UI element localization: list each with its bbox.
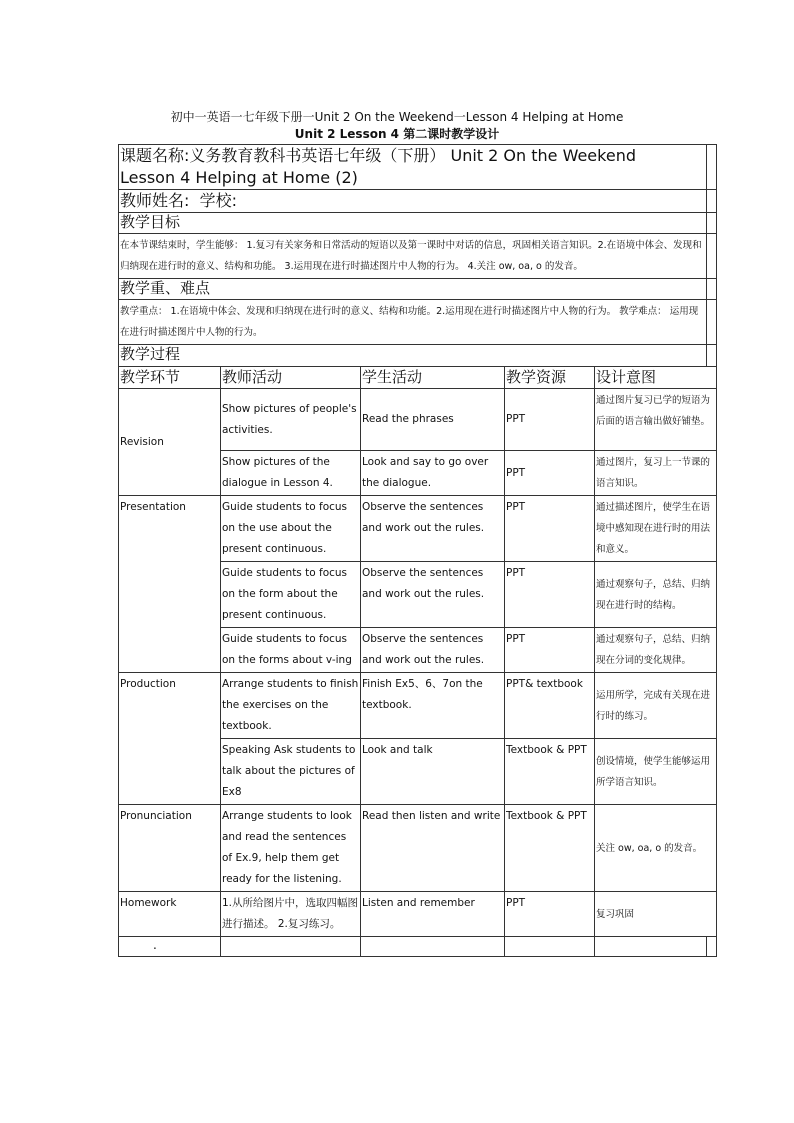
student-activity: Read the phrases — [361, 389, 505, 451]
design-intent: 通过图片复习已学的短语为后面的语言输出做好铺垫。 — [595, 389, 717, 451]
teaching-resource: Textbook & PPT — [505, 805, 595, 892]
spacer-cell — [707, 213, 717, 234]
teaching-resource: Textbook & PPT — [505, 739, 595, 805]
objectives-title: 教学目标 — [119, 213, 707, 234]
spacer-cell — [707, 145, 717, 190]
key-points-text: 教学重点： 1.在语境中体会、发现和归纳现在进行时的意义、结构和功能。2.运用现在进行时描述图片中人物的行为。 教学难点： 运用现在进行时描述图片中人物的行为。 — [119, 300, 707, 345]
empty-cell — [221, 937, 361, 957]
spacer-cell — [707, 279, 717, 300]
spacer-cell — [707, 300, 717, 345]
teacher-activity: Show pictures of people's activities. — [221, 389, 361, 451]
empty-cell — [505, 937, 595, 957]
teaching-resource: PPT — [505, 892, 595, 937]
course-title-label: 课题名称: — [120, 146, 190, 165]
school-label: 学校: — [199, 191, 237, 210]
empty-cell — [361, 937, 505, 957]
teacher-cell — [119, 190, 707, 213]
student-activity: Read then listen and write — [361, 805, 505, 892]
teacher-activity: Guide students to focus on the form about the present continuous. — [221, 562, 361, 628]
teacher-activity: Arrange students to finish the exercises on the textbook. — [221, 673, 361, 739]
design-intent: 运用所学，完成有关现在进行时的练习。 — [595, 673, 717, 739]
design-intent: 通过观察句子，总结、归纳现在分词的变化规律。 — [595, 628, 717, 673]
teacher-activity: 1.从所给图片中，选取四幅图进行描述。 2.复习练习。 — [221, 892, 361, 937]
teaching-resource: PPT — [505, 562, 595, 628]
student-activity: Look and say to go over the dialogue. — [361, 451, 505, 496]
course-title-value-line1: 义务教育教科书英语七年级（下册） Unit 2 On the Weekend — [189, 146, 636, 165]
teacher-activity: Guide students to focus on the use about the present continuous. — [221, 496, 361, 562]
teaching-resource: PPT — [505, 496, 595, 562]
document-header: 初中一英语一七年级下册一Unit 2 On the Weekend一Lesson 4 Helping at Home — [170, 110, 624, 124]
process-title: 教学过程 — [119, 345, 707, 367]
teacher-activity: Guide students to focus on the forms about v-ing — [221, 628, 361, 673]
student-activity: Look and talk — [361, 739, 505, 805]
teacher-activity: Speaking Ask students to talk about the pictures of Ex8 — [221, 739, 361, 805]
empty-cell — [595, 937, 707, 957]
stage-pronunciation: Pronunciation — [119, 805, 221, 892]
student-activity: Finish Ex5、6、7on the textbook. — [361, 673, 505, 739]
teaching-resource: PPT — [505, 389, 595, 451]
stage-homework: Homework — [119, 892, 221, 937]
design-intent: 关注 ow, oa, o 的发音。 — [595, 805, 717, 892]
course-title-value-line2: Lesson 4 Helping at Home (2) — [120, 168, 358, 187]
table-row — [119, 673, 717, 739]
end-mark: . — [153, 938, 157, 952]
column-header-teacher: 教师活动 — [221, 367, 361, 389]
teaching-resource: PPT — [505, 628, 595, 673]
table-row — [119, 805, 717, 892]
process-header-row — [119, 367, 717, 389]
lesson-plan-table — [118, 144, 717, 957]
objectives-text: 在本节课结束时，学生能够： 1.复习有关家务和日常活动的短语以及第一课时中对话的信息，巩固相关语言知识。2.在语境中体会、发现和归纳现在进行时的意义、结构和功能。 3.运用现在进行时描述图片中人物的行为。 4.关注 ow, oa, o 的发音。 — [119, 234, 707, 279]
column-header-intent: 设计意图 — [595, 367, 717, 389]
table-row — [119, 892, 717, 937]
empty-cell — [119, 937, 221, 957]
student-activity: Observe the sentences and work out the rules. — [361, 628, 505, 673]
stage-revision: Revision — [119, 389, 221, 496]
stage-presentation: Presentation — [119, 496, 221, 673]
spacer-cell — [707, 937, 717, 957]
objectives-title-row — [119, 213, 717, 234]
key-points-text-row — [119, 300, 717, 345]
teacher-activity: Show pictures of the dialogue in Lesson 4. — [221, 451, 361, 496]
key-points-title-row — [119, 279, 717, 300]
table-row — [119, 389, 717, 451]
column-header-stage: 教学环节 — [119, 367, 221, 389]
student-activity: Listen and remember — [361, 892, 505, 937]
design-intent: 通过描述图片，使学生在语境中感知现在进行时的用法和意义。 — [595, 496, 717, 562]
student-activity: Observe the sentences and work out the rules. — [361, 562, 505, 628]
design-intent: 通过图片，复习上一节课的语言知识。 — [595, 451, 717, 496]
spacer-cell — [707, 234, 717, 279]
teacher-row — [119, 190, 717, 213]
key-points-title: 教学重、难点 — [119, 279, 707, 300]
spacer-cell — [707, 345, 717, 367]
teacher-name-label: 教师姓名: — [120, 191, 190, 210]
column-header-student: 学生活动 — [361, 367, 505, 389]
document-subtitle: Unit 2 Lesson 4 第二课时教学设计 — [294, 127, 500, 141]
teacher-activity: Arrange students to look and read the sentences of Ex.9, help them get ready for the listening. — [221, 805, 361, 892]
design-intent: 创设情境，使学生能够运用所学语言知识。 — [595, 739, 717, 805]
stage-production: Production — [119, 673, 221, 805]
design-intent: 通过观察句子，总结、归纳现在进行时的结构。 — [595, 562, 717, 628]
objectives-text-row — [119, 234, 717, 279]
course-title-row — [119, 145, 717, 190]
student-activity: Observe the sentences and work out the rules. — [361, 496, 505, 562]
column-header-resource: 教学资源 — [505, 367, 595, 389]
design-intent: 复习巩固 — [595, 892, 717, 937]
teaching-resource: PPT& textbook — [505, 673, 595, 739]
process-title-row — [119, 345, 717, 367]
empty-row — [119, 937, 717, 957]
table-row — [119, 496, 717, 562]
spacer-cell — [707, 190, 717, 213]
teaching-resource: PPT — [505, 451, 595, 496]
course-title-cell — [119, 145, 707, 190]
